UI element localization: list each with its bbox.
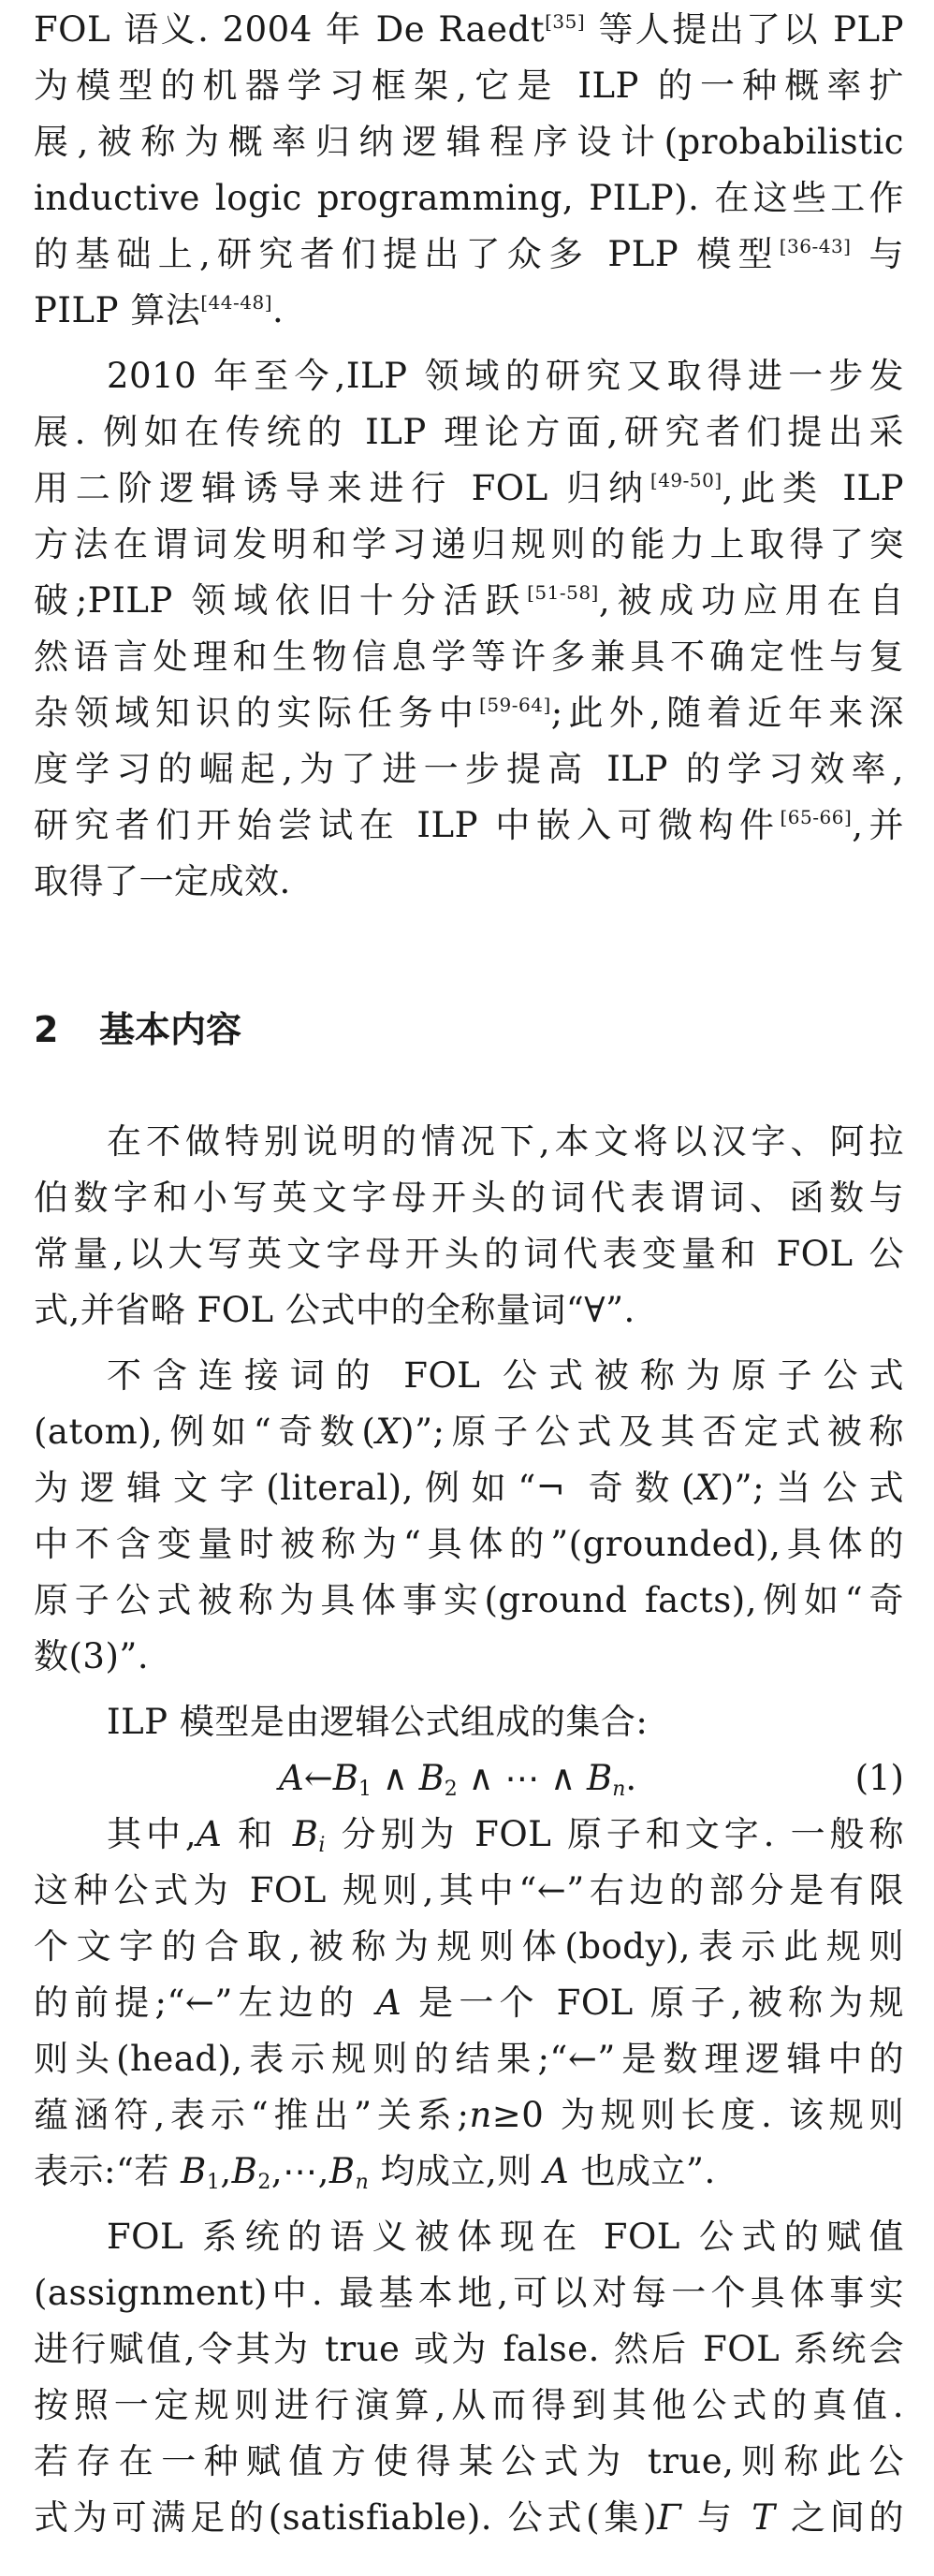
section-heading bbox=[34, 1002, 241, 1058]
text-line: 常量,以大写英文字母开头的词代表变量和 FOL 公 bbox=[34, 1234, 904, 1274]
text-line: 破;PILP 领域依旧十分活跃[51-58],被成功应用在自 bbox=[34, 580, 904, 621]
text-line: 若存在一种赋值方使得某公式为 true,则称此公 bbox=[34, 2441, 904, 2481]
text-line: 原子公式被称为具体事实(ground facts),例如“奇 bbox=[34, 1580, 904, 1620]
text-line: 式为可满足的(satisfiable). 公式(集)Γ 与 T 之间的 bbox=[34, 2497, 904, 2538]
text-line: 2010 年至今,ILP 领域的研究又取得进一步发 bbox=[107, 356, 904, 396]
text-line: FOL 语义. 2004 年 De Raedt[35] 等人提出了以 PLP bbox=[34, 9, 904, 50]
text-line: (assignment)中. 最基本地,可以对每一个具体事实 bbox=[34, 2273, 904, 2313]
text-line: 取得了一定成效. bbox=[34, 861, 291, 901]
citation[interactable]: [44-48] bbox=[200, 291, 273, 314]
text-line: 用二阶逻辑诱导来进行 FOL 归纳[49-50],此类 ILP bbox=[34, 468, 904, 508]
text-line: 式,并省略 FOL 公式中的全称量词“∀”. bbox=[34, 1290, 635, 1330]
text-line: 展. 例如在传统的 ILP 理论方面,研究者们提出采 bbox=[34, 412, 904, 452]
text-line: 按照一定规则进行演算,从而得到其他公式的真值. bbox=[34, 2385, 904, 2425]
text-line: PILP 算法[44-48]. bbox=[34, 290, 285, 330]
text-line: 伯数字和小写英文字母开头的词代表谓词、函数与 bbox=[34, 1178, 904, 1218]
text-line: 研究者们开始尝试在 ILP 中嵌入可微构件[65-66],并 bbox=[34, 805, 904, 845]
citation[interactable]: [51-58] bbox=[527, 581, 599, 604]
text-line: 方法在谓词发明和学习递归规则的能力上取得了突 bbox=[34, 524, 904, 564]
text-line: 不含连接词的 FOL 公式被称为原子公式 bbox=[107, 1355, 904, 1396]
text-line: 表示:“若 $B_1,B_2,\cdots,B_n$ 均成立,则 A 也成立”. bbox=[34, 2151, 716, 2194]
citation[interactable]: [35] bbox=[545, 10, 586, 33]
text-line: 蕴涵符,表示“推出”关系;n≥0 为规则长度. 该规则 bbox=[34, 2095, 905, 2135]
equation-number: (1) bbox=[854, 1758, 904, 1798]
citation[interactable]: [49-50] bbox=[649, 469, 722, 491]
section-number: 2 bbox=[34, 1009, 59, 1050]
text-line: 杂领域知识的实际任务中[59-64];此外,随着近年来深 bbox=[34, 693, 904, 733]
citation[interactable]: [59-64] bbox=[479, 694, 551, 716]
text-line: 在不做特别说明的情况下,本文将以汉字、阿拉 bbox=[107, 1121, 904, 1162]
section-title: 基本内容 bbox=[99, 1009, 242, 1050]
text-line: 为逻辑文字(literal),例如“¬ 奇数(X)”;当公式 bbox=[34, 1468, 904, 1508]
text-line: inductive logic programming, PILP). 在这些工作 bbox=[34, 178, 904, 218]
text-line: 这种公式为 FOL 规则,其中“←”右边的部分是有限 bbox=[34, 1870, 904, 1910]
text-line: 中不含变量时被称为“具体的”(grounded),具体的 bbox=[34, 1524, 904, 1564]
citation[interactable]: [36-43] bbox=[779, 235, 852, 257]
text-line: (atom),例如“奇数(X)”;原子公式及其否定式被称 bbox=[34, 1412, 904, 1452]
citation[interactable]: [65-66] bbox=[780, 806, 853, 828]
text-line: 个文字的合取,被称为规则体(body),表示此规则 bbox=[34, 1926, 904, 1967]
text-line: 的前提;“←”左边的 A 是一个 FOL 原子,被称为规 bbox=[34, 1983, 905, 2023]
text-line: FOL 系统的语义被体现在 FOL 公式的赋值 bbox=[107, 2217, 904, 2257]
text-line: ILP 模型是由逻辑公式组成的集合: bbox=[107, 1702, 649, 1742]
text-line: 的基础上,研究者们提出了众多 PLP 模型[36-43] 与 bbox=[34, 234, 904, 274]
text-line: 则头(head),表示规则的结果;“←”是数理逻辑中的 bbox=[34, 2039, 904, 2079]
equation-expression: $A\leftarrow B_1$ ∧ $B_2$ ∧ ⋯ ∧ $B_n$. bbox=[279, 1758, 637, 1801]
text-line: 展,被称为概率归纳逻辑程序设计(probabilistic bbox=[34, 122, 904, 162]
text-line: 度学习的崛起,为了进一步提高 ILP 的学习效率, bbox=[34, 749, 904, 789]
text-line: 然语言处理和生物信息学等许多兼具不确定性与复 bbox=[34, 637, 904, 677]
text-line: 进行赋值,令其为 true 或为 false. 然后 FOL 系统会 bbox=[34, 2329, 904, 2369]
equation bbox=[34, 1750, 904, 1807]
text-line: 为模型的机器学习框架,它是 ILP 的一种概率扩 bbox=[34, 66, 904, 106]
text-line: 其中,A 和 $B_i$ 分别为 FOL 原子和文字. 一般称 bbox=[107, 1814, 904, 1857]
text-line: 数(3)”. bbox=[34, 1636, 150, 1676]
